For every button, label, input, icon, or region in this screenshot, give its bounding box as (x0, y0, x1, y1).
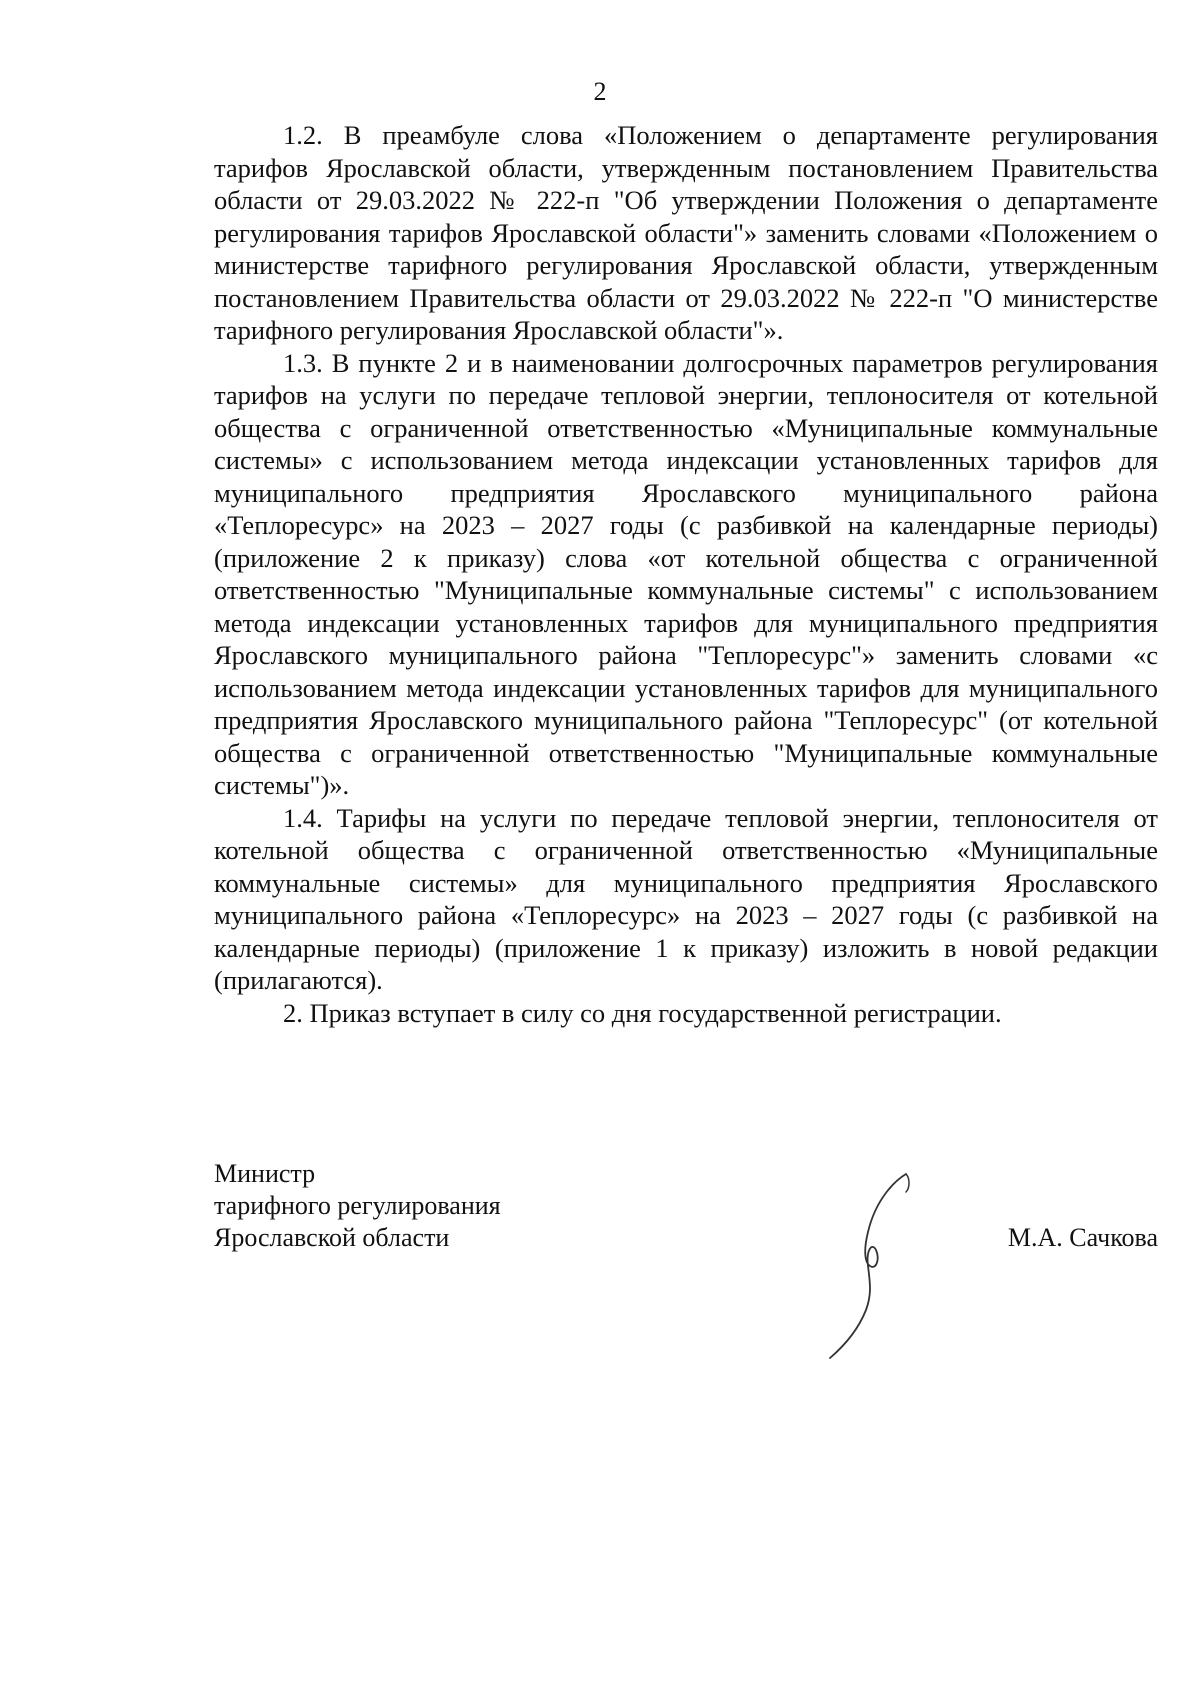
signature-block (214, 1158, 1158, 1358)
paragraph-1-4: 1.4. Тарифы на услуги по передаче тепловой энергии, теплоносителя от котельной общества с ограниченной ответственностью «Муниципальные коммунальные системы» для муниципального предприятия Ярославского муниципального района «Теплоресурс» на 2023 – 2027 годы (с разбивкой на календарные периоды) (приложение 1 к приказу) изложить в новой редакции (прилагаются). (214, 802, 1158, 995)
signatory-name: М.А. Сачкова (1007, 1223, 1158, 1252)
page-number: 2 (593, 77, 607, 106)
signatory-title-line: Министр (214, 1159, 316, 1188)
handwritten-signature (810, 1170, 920, 1360)
signatory-title-line: Ярославской области (214, 1223, 450, 1252)
signatory-title (214, 1158, 501, 1254)
paragraph-2: 2. Приказ вступает в силу со дня государственной регистрации. (283, 997, 1002, 1028)
document-body (214, 119, 1158, 1029)
paragraph-1-3: 1.3. В пункте 2 и в наименовании долгосрочных параметров регулирования тарифов на услуги по передаче тепловой энергии, теплоносителя от котельной общества с ограниченной ответственностью «Муниципальные коммунальные системы» с использованием метода индексации установленных тарифов для муниципального предприятия Ярославского муниципального района «Теплоресурс» на 2023 – 2027 годы (с разбивкой на календарные периоды) (приложение 2 к приказу) слова «от котельной общества с ограниченной ответственностью "Муниципальные коммунальные системы" с использованием метода индексации установленных тарифов для муниципального предприятия Ярославского муниципального района "Теплоресурс"» заменить словами «с использованием метода индексации установленных тарифов для муниципального предприятия Ярославского муниципального района "Теплоресурс" (от котельной общества с ограниченной ответственностью "Муниципальные коммунальные системы")». (214, 347, 1158, 800)
signatory-title-line: тарифного регулирования (214, 1191, 501, 1220)
paragraph-1-2: 1.2. В преамбуле слова «Положением о департаменте регулирования тарифов Ярославской области, утвержденным постановлением Правительства области от 29.03.2022 № 222-п "Об утверждении Положения о департаменте регулирования тарифов Ярославской области"» заменить словами «Положением о министерстве тарифного регулирования Ярославской области, утвержденным постановлением Правительства области от 29.03.2022 № 222-п "О министерстве тарифного регулирования Ярославской области"». (214, 120, 1158, 345)
